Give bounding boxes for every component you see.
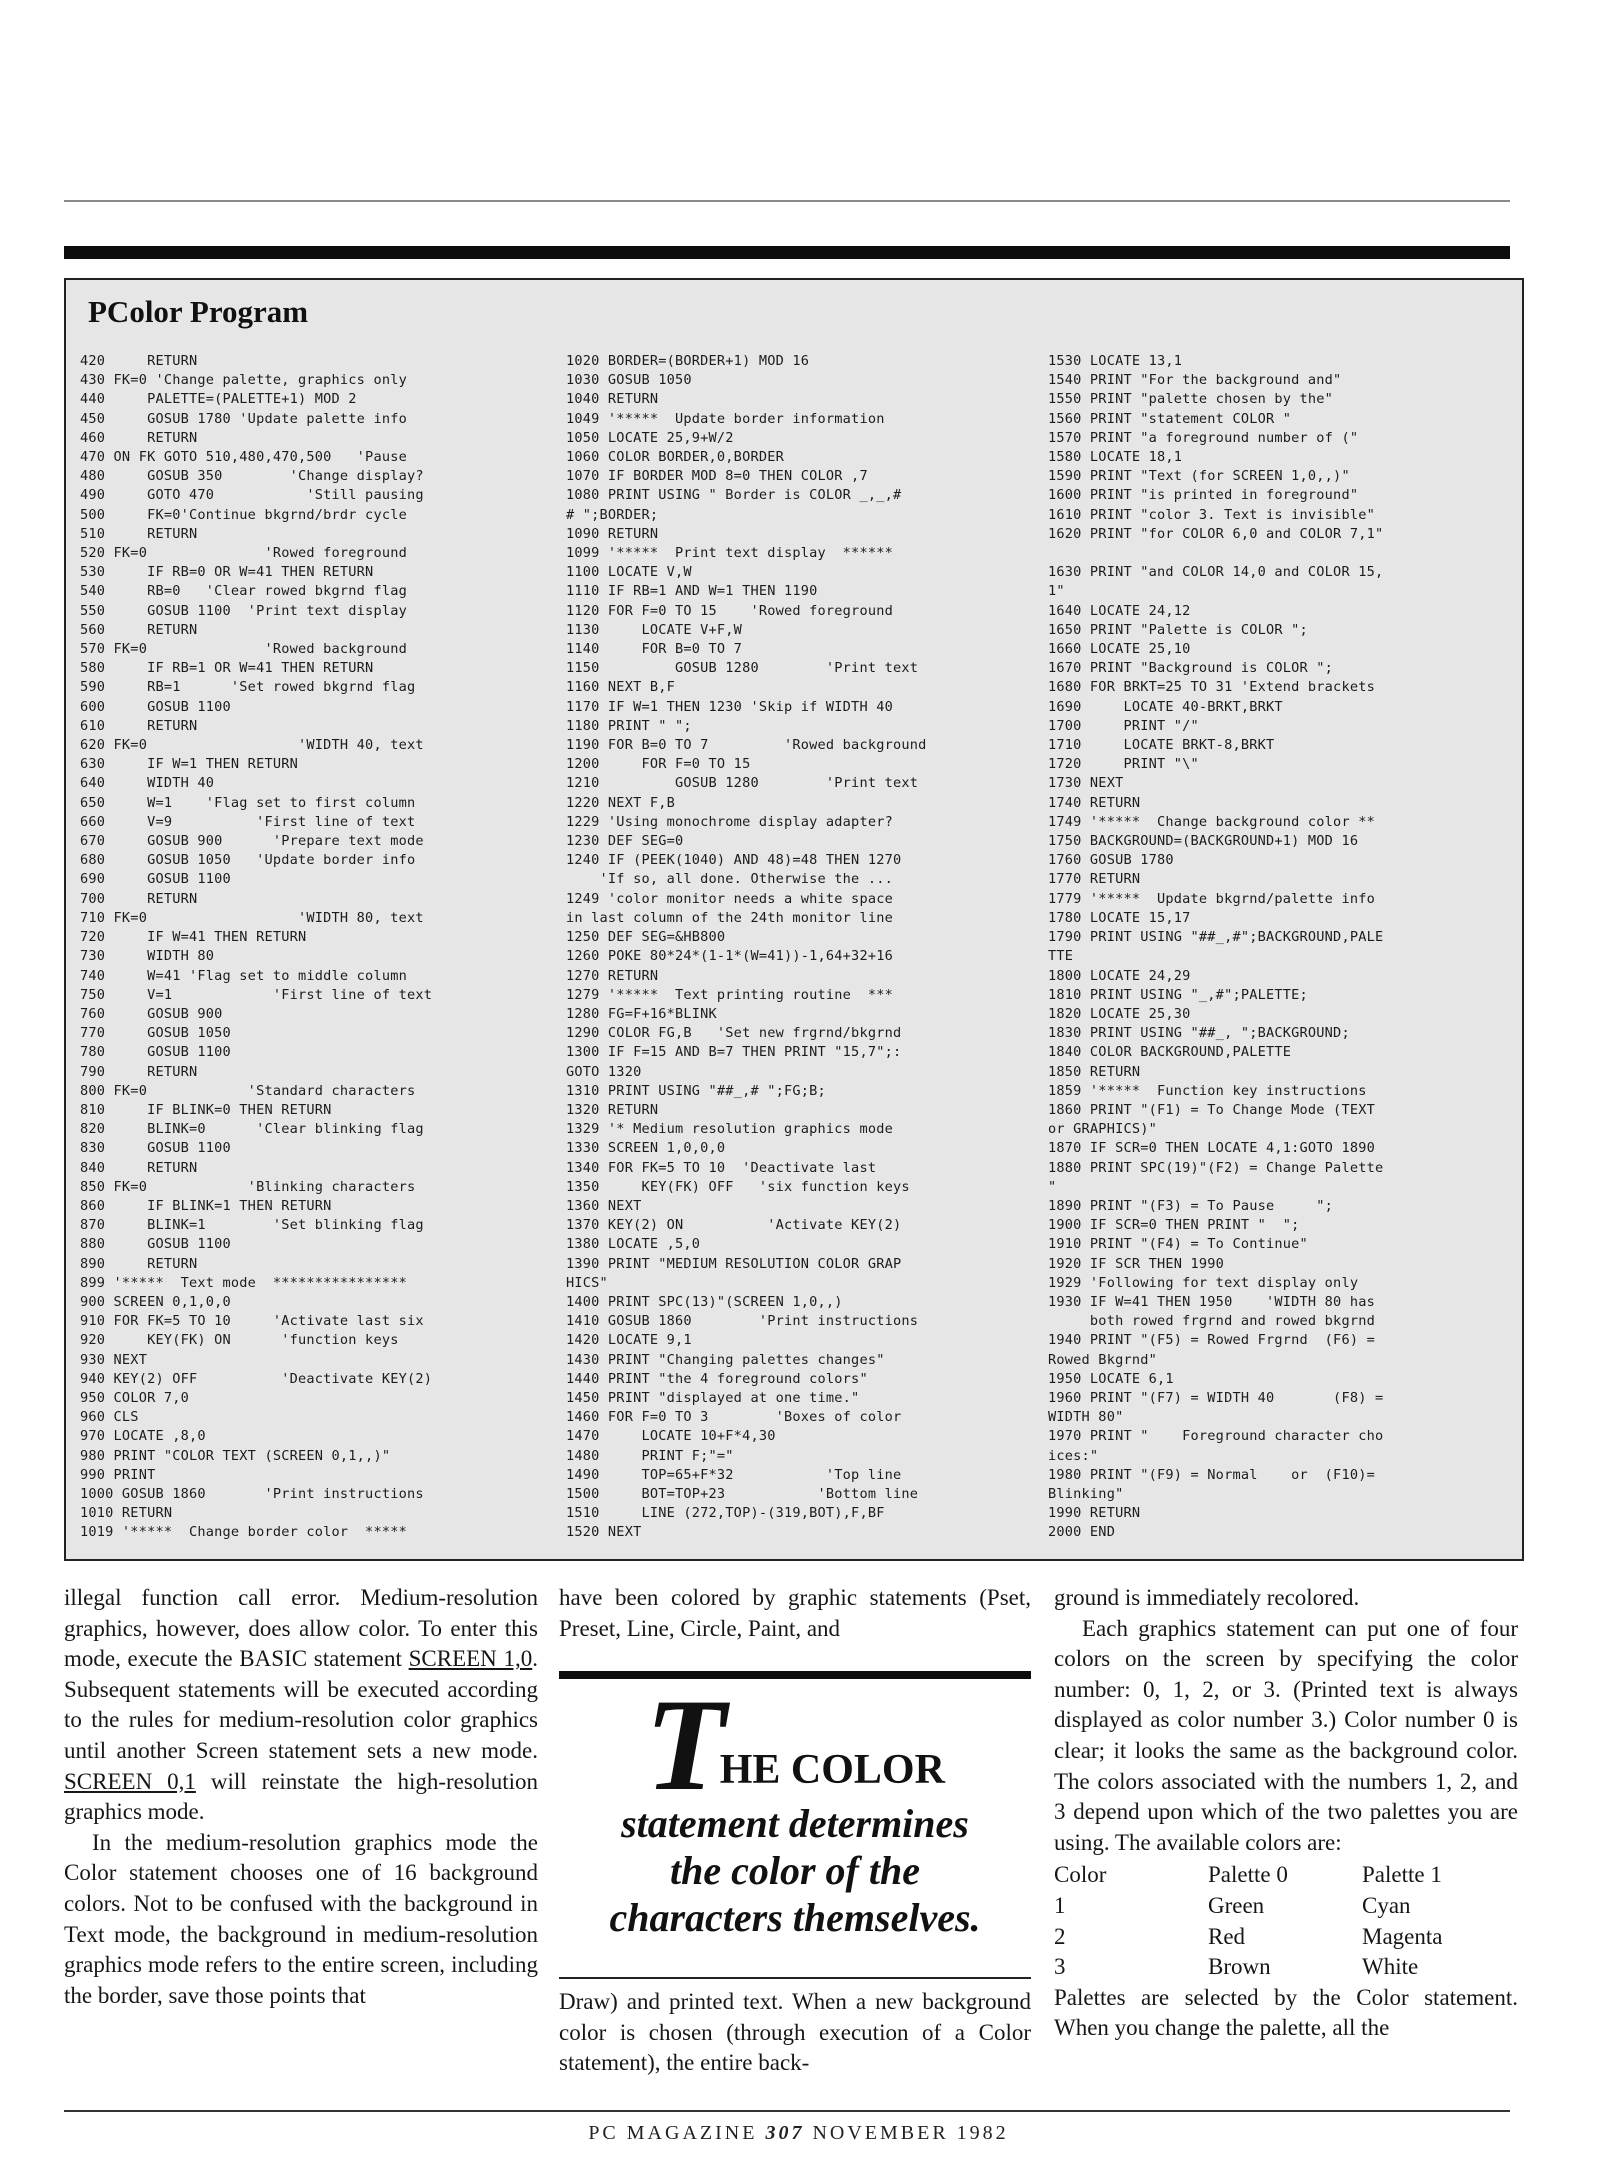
code-line: 1690 LOCATE 40-BRKT,BRKT <box>1048 698 1283 715</box>
code-line: 1720 PRINT "\" <box>1048 756 1199 773</box>
code-line: 950 COLOR 7,0 <box>80 1389 189 1406</box>
code-line: 1790 PRINT USING "##_,#";BACKGROUND,PALE <box>1048 929 1384 946</box>
code-line: WIDTH 80" <box>1048 1409 1124 1426</box>
table-cell: Cyan <box>1362 1892 1411 1918</box>
code-line: 600 GOSUB 1100 <box>80 698 231 715</box>
magazine-name: PC MAGAZINE <box>588 2122 758 2144</box>
code-line: 1190 FOR B=0 TO 7 'Rowed background <box>566 737 927 754</box>
code-line: 860 IF BLINK=1 THEN RETURN <box>80 1197 332 1214</box>
code-line: 450 GOSUB 1780 'Update palette info <box>80 410 407 427</box>
code-line: 1880 PRINT SPC(19)"(F2) = Change Palette <box>1048 1159 1384 1176</box>
code-line: 1929 'Following for text display only <box>1048 1274 1359 1291</box>
code-line: 1090 RETURN <box>566 525 659 542</box>
code-line: 910 FOR FK=5 TO 10 'Activate last six <box>80 1313 424 1330</box>
code-line: 1470 LOCATE 10+F*4,30 <box>566 1428 776 1445</box>
code-line: 1760 GOSUB 1780 <box>1048 852 1174 869</box>
code-line: 'If so, all done. Otherwise the ... <box>566 871 893 888</box>
code-line: 550 GOSUB 1100 'Print text display <box>80 602 407 619</box>
code-line: 1670 PRINT "Background is COLOR "; <box>1048 660 1334 677</box>
code-line: HICS" <box>566 1274 608 1291</box>
code-line: 890 RETURN <box>80 1255 198 1272</box>
code-line: 1270 RETURN <box>566 967 659 984</box>
code-line: 500 FK=0'Continue bkgrnd/brdr cycle <box>80 506 407 523</box>
table-cell: Red <box>1208 1923 1246 1949</box>
code-line: 1070 IF BORDER MOD 8=0 THEN COLOR ,7 <box>566 468 868 485</box>
code-line: 830 GOSUB 1100 <box>80 1140 231 1157</box>
code-line: 1099 '***** Print text display ****** <box>566 545 893 562</box>
code-line: 1340 FOR FK=5 TO 10 'Deactivate last <box>566 1159 877 1176</box>
pull-quote-line: characters themselves. <box>609 1895 981 1940</box>
code-line: 710 FK=0 'WIDTH 80, text <box>80 909 424 926</box>
code-line: 750 V=1 'First line of text <box>80 986 433 1003</box>
code-line: 650 W=1 'Flag set to first column <box>80 794 416 811</box>
code-line: 420 RETURN <box>80 353 198 369</box>
code-line: 1680 FOR BRKT=25 TO 31 'Extend brackets <box>1048 679 1375 696</box>
pull-quote-bottom-rule <box>559 1977 1031 1979</box>
code-line: 580 IF RB=1 OR W=41 THEN RETURN <box>80 660 374 677</box>
code-line: 930 NEXT <box>80 1351 148 1368</box>
code-line: 790 RETURN <box>80 1063 198 1080</box>
program-listing-box <box>64 278 1524 1561</box>
code-line: 660 V=9 'First line of text <box>80 813 416 830</box>
code-line: 1180 PRINT " "; <box>566 717 692 734</box>
code-line: 1710 LOCATE BRKT-8,BRKT <box>1048 737 1275 754</box>
article-column-3 <box>1054 1583 1518 2044</box>
code-line: 1440 PRINT "the 4 foreground colors" <box>566 1370 868 1387</box>
code-line: 1279 '***** Text printing routine *** <box>566 986 893 1003</box>
code-line: 470 ON FK GOTO 510,480,470,500 'Pause <box>80 449 407 466</box>
code-line: 1020 BORDER=(BORDER+1) MOD 16 <box>566 353 810 369</box>
code-line: 1980 PRINT "(F9) = Normal or (F10)= <box>1048 1466 1375 1483</box>
code-line: TTE <box>1048 948 1074 965</box>
code-line: 1000 GOSUB 1860 'Print instructions <box>80 1485 424 1502</box>
code-line: 1600 PRINT "is printed in foreground" <box>1048 487 1359 504</box>
code-line: 1860 PRINT "(F1) = To Change Mode (TEXT <box>1048 1101 1375 1118</box>
code-line: 1749 '***** Change background color ** <box>1048 813 1375 830</box>
article-column-2 <box>559 1583 1031 1644</box>
code-line: 980 PRINT "COLOR TEXT (SCREEN 0,1,,)" <box>80 1447 391 1464</box>
code-line: 1210 GOSUB 1280 'Print text <box>566 775 919 792</box>
code-line: 630 IF W=1 THEN RETURN <box>80 756 298 773</box>
code-line: 1900 IF SCR=0 THEN PRINT " "; <box>1048 1217 1300 1234</box>
palette-color-table <box>1054 1860 1442 1982</box>
code-line: 1050 LOCATE 25,9+W/2 <box>566 429 734 446</box>
table-cell: Magenta <box>1362 1923 1443 1949</box>
code-line: 1320 RETURN <box>566 1101 659 1118</box>
code-line: 810 IF BLINK=0 THEN RETURN <box>80 1101 332 1118</box>
code-line: 1990 RETURN <box>1048 1505 1141 1522</box>
code-reference: SCREEN 0,1 <box>64 1768 196 1794</box>
code-line: 920 KEY(FK) ON 'function keys <box>80 1332 399 1349</box>
table-header-cell: Palette 1 <box>1362 1862 1442 1888</box>
code-line: 1380 LOCATE ,5,0 <box>566 1236 701 1253</box>
article-paragraph: ground is immediately recolored. <box>1054 1585 1360 1610</box>
code-line: 1630 PRINT "and COLOR 14,0 and COLOR 15, <box>1048 564 1384 581</box>
code-line: 800 FK=0 'Standard characters <box>80 1082 416 1099</box>
code-line: 1049 '***** Update border information <box>566 410 885 427</box>
code-line: 960 CLS <box>80 1409 139 1426</box>
code-line: 1660 LOCATE 25,10 <box>1048 641 1191 658</box>
code-line: 1350 KEY(FK) OFF 'six function keys <box>566 1178 910 1195</box>
text-span: . Subsequent statements will be executed according to the rules for medium-resolution color graphics until another Screen statement sets a new mode. <box>64 1646 538 1763</box>
code-line: 480 GOSUB 350 'Change display? <box>80 468 424 485</box>
code-line: 1530 LOCATE 13,1 <box>1048 353 1183 369</box>
code-line: 1830 PRINT USING "##_, ";BACKGROUND; <box>1048 1025 1350 1042</box>
code-line: 1240 IF (PEEK(1040) AND 48)=48 THEN 1270 <box>566 852 902 869</box>
code-line: or GRAPHICS)" <box>1048 1121 1157 1138</box>
code-line: 900 SCREEN 0,1,0,0 <box>80 1293 231 1310</box>
code-line: 1400 PRINT SPC(13)"(SCREEN 1,0,,) <box>566 1293 843 1310</box>
table-cell: 1 <box>1054 1892 1066 1918</box>
code-line: Blinking" <box>1048 1485 1124 1502</box>
code-line: 730 WIDTH 80 <box>80 948 215 965</box>
code-line: 1019 '***** Change border color ***** <box>80 1524 407 1541</box>
code-line: 1310 PRINT USING "##_,# ";FG;B; <box>566 1082 826 1099</box>
table-row <box>1054 1922 1442 1953</box>
article-paragraph: In the medium-resolution graphics mode the Color statement chooses one of 16 background colors. Not to be confused with the background in Text mode, the background in medium-resolution graphics mode refers to the entire screen, including the border, save those points that <box>64 1829 538 2008</box>
code-line: 940 KEY(2) OFF 'Deactivate KEY(2) <box>80 1370 433 1387</box>
code-line: 1850 RETURN <box>1048 1063 1141 1080</box>
code-line: both rowed frgrnd and rowed bkgrnd <box>1048 1313 1375 1330</box>
code-line: 1260 POKE 80*24*(1-1*(W=41))-1,64+32+16 <box>566 948 893 965</box>
article-paragraph: Draw) and printed text. When a new background color is chosen (through execution of a Color statement), the entire back- <box>559 1989 1031 2076</box>
code-line: 1249 'color monitor needs a white space <box>566 890 893 907</box>
pull-quote <box>559 1671 1031 1941</box>
code-line: 1859 '***** Function key instructions <box>1048 1082 1367 1099</box>
code-line: 510 RETURN <box>80 525 198 542</box>
code-line: 1120 FOR F=0 TO 15 'Rowed foreground <box>566 602 893 619</box>
article-column-2-continued <box>559 1987 1031 2079</box>
code-line: 1890 PRINT "(F3) = To Pause "; <box>1048 1197 1334 1214</box>
code-line: # ";BORDER; <box>566 506 659 523</box>
page-footer <box>0 2122 1597 2145</box>
code-line: 1780 LOCATE 15,17 <box>1048 909 1191 926</box>
code-line: 1510 LINE (272,TOP)-(319,BOT),F,BF <box>566 1505 885 1522</box>
code-line: 1420 LOCATE 9,1 <box>566 1332 692 1349</box>
code-column-1 <box>80 352 432 1543</box>
code-line: 690 GOSUB 1100 <box>80 871 231 888</box>
code-line: 540 RB=0 'Clear rowed bkgrnd flag <box>80 583 407 600</box>
code-line: 1150 GOSUB 1280 'Print text <box>566 660 919 677</box>
code-line: 850 FK=0 'Blinking characters <box>80 1178 416 1195</box>
code-line: 1820 LOCATE 25,30 <box>1048 1005 1191 1022</box>
table-header-cell: Color <box>1054 1862 1107 1888</box>
text-span: illegal function call error. Medium-resolution graphics, however, does allow color. To enter this mode, execute the BASIC statement <box>64 1585 538 1672</box>
pull-quote-text: HE COLOR <box>719 1747 945 1793</box>
code-line: 1490 TOP=65+F*32 'Top line <box>566 1466 902 1483</box>
footer-rule <box>64 2110 1510 2112</box>
code-line: 1779 '***** Update bkgrnd/palette info <box>1048 890 1375 907</box>
text-span: will reinstate the high-resolution graphics mode. <box>64 1768 539 1825</box>
header-thick-rule <box>64 246 1510 259</box>
code-line: 1480 PRINT F;"=" <box>566 1447 734 1464</box>
code-line: in last column of the 24th monitor line <box>566 909 893 926</box>
code-line: 1130 LOCATE V+F,W <box>566 621 743 638</box>
table-row <box>1054 1952 1442 1983</box>
code-line: 899 '***** Text mode **************** <box>80 1274 407 1291</box>
code-line: 700 RETURN <box>80 890 198 907</box>
code-line: 1040 RETURN <box>566 391 659 408</box>
code-line: 1930 IF W=41 THEN 1950 'WIDTH 80 has <box>1048 1293 1375 1310</box>
top-rule <box>64 200 1510 202</box>
code-line: 1170 IF W=1 THEN 1230 'Skip if WIDTH 40 <box>566 698 893 715</box>
code-line: 970 LOCATE ,8,0 <box>80 1428 206 1445</box>
code-line: 490 GOTO 470 'Still pausing <box>80 487 424 504</box>
pull-quote-line: statement determines <box>621 1801 969 1846</box>
code-line: 1960 PRINT "(F7) = WIDTH 40 (F8) = <box>1048 1389 1384 1406</box>
code-line: 1520 NEXT <box>566 1524 642 1541</box>
code-line: 1110 IF RB=1 AND W=1 THEN 1190 <box>566 583 818 600</box>
code-line: 1430 PRINT "Changing palettes changes" <box>566 1351 885 1368</box>
code-line: 1650 PRINT "Palette is COLOR "; <box>1048 621 1308 638</box>
code-line: ices:" <box>1048 1447 1099 1464</box>
code-line: 1750 BACKGROUND=(BACKGROUND+1) MOD 16 <box>1048 833 1359 850</box>
code-line: 610 RETURN <box>80 717 198 734</box>
code-line: 1640 LOCATE 24,12 <box>1048 602 1191 619</box>
code-line: 740 W=41 'Flag set to middle column <box>80 967 407 984</box>
code-line: GOTO 1320 <box>566 1063 642 1080</box>
code-line: 1550 PRINT "palette chosen by the" <box>1048 391 1334 408</box>
code-line: 1030 GOSUB 1050 <box>566 372 692 389</box>
code-line <box>1048 544 1383 563</box>
code-line: 840 RETURN <box>80 1159 198 1176</box>
code-line: 1870 IF SCR=0 THEN LOCATE 4,1:GOTO 1890 <box>1048 1140 1375 1157</box>
article-paragraph: have been colored by graphic statements (Pset, Preset, Line, Circle, Paint, and <box>559 1585 1031 1641</box>
code-line: 1280 FG=F+16*BLINK <box>566 1005 717 1022</box>
code-line: 440 PALETTE=(PALETTE+1) MOD 2 <box>80 391 357 408</box>
page-number: 307 <box>765 2122 805 2144</box>
code-line: 590 RB=1 'Set rowed bkgrnd flag <box>80 679 416 696</box>
code-line: 1100 LOCATE V,W <box>566 564 692 581</box>
code-line: 1730 NEXT <box>1048 775 1124 792</box>
code-line: 1060 COLOR BORDER,0,BORDER <box>566 449 784 466</box>
code-column-2 <box>566 352 927 1543</box>
code-line: 870 BLINK=1 'Set blinking flag <box>80 1217 424 1234</box>
code-line: 1910 PRINT "(F4) = To Continue" <box>1048 1236 1308 1253</box>
code-line: 1140 FOR B=0 TO 7 <box>566 641 743 658</box>
code-line: 620 FK=0 'WIDTH 40, text <box>80 737 424 754</box>
code-line: 1810 PRINT USING "_,#";PALETTE; <box>1048 986 1308 1003</box>
code-line: 1590 PRINT "Text (for SCREEN 1,0,,)" <box>1048 468 1350 485</box>
code-line: 1620 PRINT "for COLOR 6,0 and COLOR 7,1" <box>1048 525 1384 542</box>
issue-date: NOVEMBER 1982 <box>812 2122 1009 2144</box>
code-line: 1500 BOT=TOP+23 'Bottom line <box>566 1485 919 1502</box>
code-line: 780 GOSUB 1100 <box>80 1044 231 1061</box>
code-line: 720 IF W=41 THEN RETURN <box>80 929 307 946</box>
code-line: 1229 'Using monochrome display adapter? <box>566 813 893 830</box>
code-line: 1160 NEXT B,F <box>566 679 675 696</box>
code-line: " <box>1048 1178 1057 1195</box>
code-line: 1970 PRINT " Foreground character cho <box>1048 1428 1384 1445</box>
code-line: 1290 COLOR FG,B 'Set new frgrnd/bkgrnd <box>566 1025 902 1042</box>
code-line: 1220 NEXT F,B <box>566 794 675 811</box>
table-cell: Green <box>1208 1892 1265 1918</box>
code-line: 1540 PRINT "For the background and" <box>1048 372 1342 389</box>
code-line: 1360 NEXT <box>566 1197 642 1214</box>
listing-title: PColor Program <box>88 294 309 329</box>
code-line: 430 FK=0 'Change palette, graphics only <box>80 372 407 389</box>
code-line: 1740 RETURN <box>1048 794 1141 811</box>
code-line: 770 GOSUB 1050 <box>80 1025 231 1042</box>
code-line: 2000 END <box>1048 1524 1116 1541</box>
table-header-row <box>1054 1860 1442 1891</box>
code-reference: SCREEN 1,0 <box>408 1646 533 1672</box>
code-line: 1250 DEF SEG=&HB800 <box>566 929 726 946</box>
article-paragraph <box>64 1583 538 1828</box>
code-line: 1800 LOCATE 24,29 <box>1048 967 1191 984</box>
code-line: 1460 FOR F=0 TO 3 'Boxes of color <box>566 1409 902 1426</box>
code-line: 1560 PRINT "statement COLOR " <box>1048 410 1292 427</box>
code-line: 880 GOSUB 1100 <box>80 1236 231 1253</box>
code-line: 560 RETURN <box>80 621 198 638</box>
code-line: 1080 PRINT USING " Border is COLOR _,_,# <box>566 487 902 504</box>
code-line: 1329 '* Medium resolution graphics mode <box>566 1121 893 1138</box>
code-line: 1370 KEY(2) ON 'Activate KEY(2) <box>566 1217 902 1234</box>
code-line: 520 FK=0 'Rowed foreground <box>80 545 407 562</box>
code-line: 680 GOSUB 1050 'Update border info <box>80 852 416 869</box>
code-line: 1840 COLOR BACKGROUND,PALETTE <box>1048 1044 1292 1061</box>
code-line: 1230 DEF SEG=0 <box>566 833 684 850</box>
code-line: 530 IF RB=0 OR W=41 THEN RETURN <box>80 564 374 581</box>
code-line: 670 GOSUB 900 'Prepare text mode <box>80 833 424 850</box>
code-line: 1300 IF F=15 AND B=7 THEN PRINT "15,7";: <box>566 1044 902 1061</box>
code-line: 1610 PRINT "color 3. Text is invisible" <box>1048 506 1375 523</box>
article-paragraph: Each graphics statement can put one of four colors on the screen by specifying the color number: 0, 1, 2, or 3. (Printed text is always displayed as color number 3.) Color number 0 is clear; it looks the same as the background color. The colors associated with the numbers 1, 2, and 3 depend upon which of the two palettes you are using. The available colors are: <box>1054 1615 1518 1855</box>
code-line: 1570 PRINT "a foreground number of (" <box>1048 429 1359 446</box>
table-cell: 3 <box>1054 1954 1066 1980</box>
code-line: 1410 GOSUB 1860 'Print instructions <box>566 1313 919 1330</box>
table-cell: White <box>1362 1954 1419 1980</box>
code-line: 1330 SCREEN 1,0,0,0 <box>566 1140 726 1157</box>
code-line: 1" <box>1048 583 1065 600</box>
code-column-3 <box>1048 352 1383 1543</box>
code-line: 1580 LOCATE 18,1 <box>1048 449 1183 466</box>
code-line: 1700 PRINT "/" <box>1048 717 1199 734</box>
code-line: 760 GOSUB 900 <box>80 1005 223 1022</box>
code-line: Rowed Bkgrnd" <box>1048 1351 1157 1368</box>
table-cell: Brown <box>1208 1954 1271 1980</box>
table-cell: 2 <box>1054 1923 1066 1949</box>
code-line: 1950 LOCATE 6,1 <box>1048 1370 1174 1387</box>
code-line: 1770 RETURN <box>1048 871 1141 888</box>
code-line: 570 FK=0 'Rowed background <box>80 641 407 658</box>
code-line: 1200 FOR F=0 TO 15 <box>566 756 751 773</box>
code-line: 1920 IF SCR THEN 1990 <box>1048 1255 1225 1272</box>
table-row <box>1054 1891 1442 1922</box>
code-line: 1450 PRINT "displayed at one time." <box>566 1389 860 1406</box>
code-line: 990 PRINT <box>80 1466 156 1483</box>
code-line: 1390 PRINT "MEDIUM RESOLUTION COLOR GRAP <box>566 1255 902 1272</box>
code-line: 460 RETURN <box>80 429 198 446</box>
code-line: 640 WIDTH 40 <box>80 775 215 792</box>
table-header-cell: Palette 0 <box>1208 1862 1288 1888</box>
code-line: 1940 PRINT "(F5) = Rowed Frgrnd (F6) = <box>1048 1332 1375 1349</box>
article-column-1 <box>64 1583 538 2011</box>
code-line: 1010 RETURN <box>80 1505 173 1522</box>
pull-quote-line: the color of the <box>670 1848 920 1893</box>
drop-cap: T <box>645 1671 726 1818</box>
code-line: 820 BLINK=0 'Clear blinking flag <box>80 1121 424 1138</box>
pull-quote-first-line <box>645 1671 945 1818</box>
article-paragraph: Palettes are selected by the Color statement. When you change the palette, all the <box>1054 1984 1518 2041</box>
pull-quote-top-rule <box>559 1671 1031 1679</box>
